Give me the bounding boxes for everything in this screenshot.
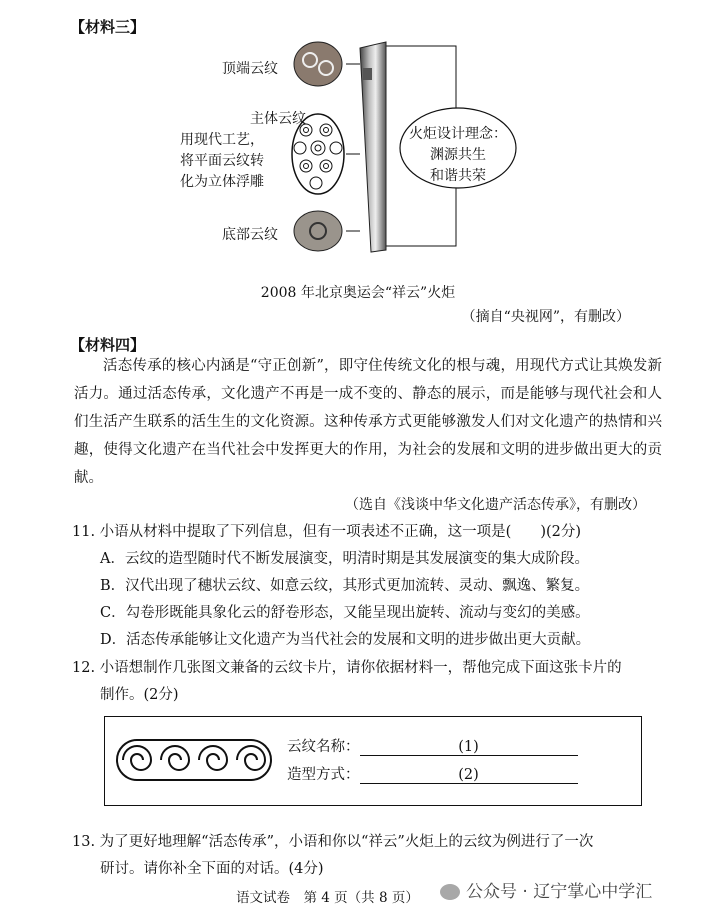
q13-stem-line2: 研讨。请你补全下面的对话。(4分) [100, 861, 324, 877]
connector-concept-top [384, 46, 456, 108]
card-shape-row: 造型方式： (2) [287, 763, 578, 784]
q11-option-d[interactable]: D．活态传承能够让文化遗产为当代社会的发展和文明的进步做出更大贡献。 [100, 632, 591, 648]
cloud-card [104, 716, 642, 806]
q11-option-c[interactable]: C．勾卷形既能具象化云的舒卷形态，又能呈现出旋转、流动与变幻的美感。 [100, 605, 590, 621]
label-main-cloud: 主体云纹 [250, 111, 306, 127]
material3-source: （摘自“央视网”，有删改） [461, 309, 630, 325]
top-cloud-sample [294, 42, 342, 86]
label-top-cloud: 顶端云纹 [222, 61, 278, 77]
material4-source: （选自《浅谈中华文化遗产活态传承》，有删改） [345, 497, 646, 513]
concept-text: 火炬设计理念： 渊源共生 和谐共荣 [409, 126, 507, 184]
wechat-icon [440, 884, 460, 900]
cloud-pattern-icon [115, 737, 275, 783]
q11-option-a[interactable]: A．云纹的造型随时代不断发展演变，明清时期是其发展演变的集大成阶段。 [100, 551, 589, 567]
q12-stem-line2: 制作。(2分) [100, 687, 179, 703]
q11-option-b[interactable]: B．汉代出现了穗状云纹、如意云纹，其形式更加流转、灵动、飘逸、繁复。 [100, 578, 590, 594]
card-name-blank[interactable]: (1) [360, 739, 578, 756]
label-bottom-cloud: 底部云纹 [222, 227, 278, 243]
material3-heading: 【材料三】 [70, 18, 146, 36]
torch-caption: 2008 年北京奥运会“祥云”火炬 [260, 285, 456, 301]
material4-paragraph: 活态传承的核心内涵是“守正创新”，即守住传统文化的根与魂，用现代方式让其焕发新活力。通过活态传承，文化遗产不再是一成不变的、静态的展示，而是能够与现代社会和人们生活产生联系的活生生的文化资源。这种传承方式更能够激发人们对文化遗产的热情和兴趣，使得文化遗产在当代社会中发挥更大的作用，为社会的发展和文明的进步做出更大的贡献。 [74, 358, 663, 486]
page-footer: 语文试卷 第 4 页（共 8 页） [236, 890, 419, 906]
card-name-row: 云纹名称： (1) [287, 735, 578, 756]
torch-logo-mark [363, 68, 372, 80]
material4-heading: 【材料四】 [70, 336, 146, 354]
q12-stem-line1: 12. 小语想制作几张图文兼备的云纹卡片，请你依据材料一，帮他完成下面这张卡片的 [72, 660, 622, 676]
card-shape-blank[interactable]: (2) [360, 767, 578, 784]
watermark: 公众号 · 辽宁掌心中学汇 [440, 877, 652, 902]
bottom-cloud-sample [294, 211, 342, 251]
label-craft: 用现代工艺， 将平面云纹转 化为立体浮雕 [180, 132, 264, 190]
q11-stem: 11. 小语从材料中提取了下列信息，但有一项表述不正确，这一项是( )(2分) [72, 524, 582, 540]
connector-concept-bottom [384, 188, 456, 246]
q13-stem-line1: 13. 为了更好地理解“活态传承”，小语和你以“祥云”火炬上的云纹为例进行了一次 [72, 834, 594, 850]
